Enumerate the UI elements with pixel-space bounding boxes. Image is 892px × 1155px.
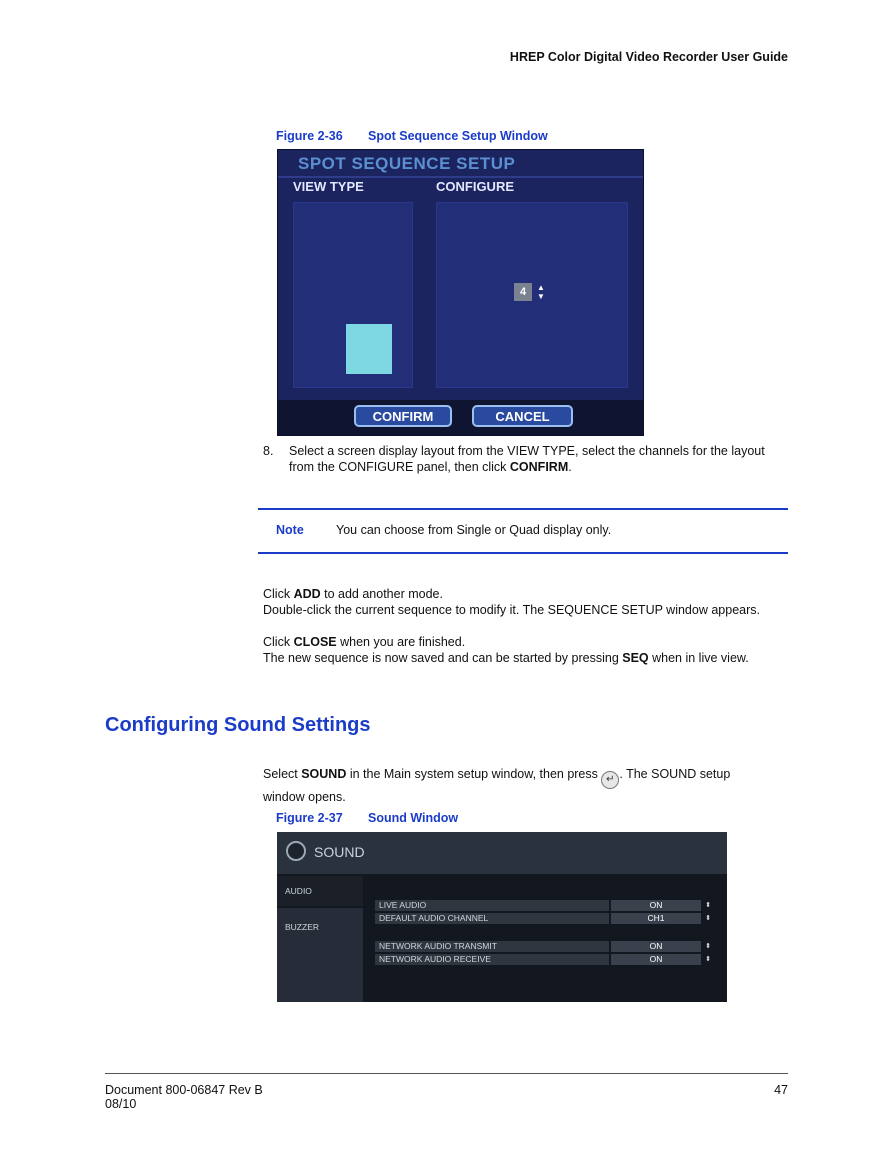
up-down-arrows-icon[interactable]: ▲ ▼ <box>537 283 545 301</box>
para-line: window opens. <box>263 790 346 804</box>
note-bottom-rule <box>258 552 788 554</box>
document-date: 08/10 <box>105 1097 137 1111</box>
bold-run: ADD <box>293 587 321 601</box>
figure-number: Figure 2-36 <box>276 129 343 143</box>
text-run: from the CONFIGURE panel, then click <box>289 460 510 474</box>
figure-title: Sound Window <box>368 811 459 825</box>
setting-row[interactable] <box>375 900 609 911</box>
paragraph-add <box>263 586 803 618</box>
bold-run: CLOSE <box>293 635 337 649</box>
channel-stepper[interactable] <box>514 283 550 301</box>
setting-label: DEFAULT AUDIO CHANNEL <box>379 913 489 923</box>
paragraph-close <box>263 634 803 666</box>
window-title: SOUND <box>314 844 365 860</box>
setting-value[interactable]: ON <box>611 900 701 911</box>
single-layout-icon[interactable] <box>346 324 392 374</box>
configure-label: CONFIGURE <box>436 179 514 194</box>
text-run: Select <box>263 767 302 781</box>
para-line <box>263 586 803 602</box>
figure-number: Figure 2-37 <box>276 811 343 825</box>
text-run: Click <box>263 635 294 649</box>
speaker-icon <box>286 841 306 861</box>
setting-label: NETWORK AUDIO RECEIVE <box>379 954 491 964</box>
up-down-arrows-icon[interactable]: ⬍ <box>705 915 711 922</box>
running-header: HREP Color Digital Video Recorder User Guide <box>509 50 788 64</box>
setting-row[interactable] <box>375 913 609 924</box>
text-run: when you are finished. <box>336 635 466 649</box>
confirm-button[interactable]: CONFIRM <box>354 405 452 427</box>
bold-run: SOUND <box>301 767 347 781</box>
tab-audio[interactable] <box>277 876 363 906</box>
tab-label: AUDIO <box>285 886 312 896</box>
footer-document-info <box>105 1083 263 1111</box>
para-line: Double-click the current sequence to modify it. The SEQUENCE SETUP window appears. <box>263 603 760 617</box>
document-number: Document 800-06847 Rev B <box>105 1083 263 1097</box>
stepper-value: 4 <box>514 283 532 301</box>
note-label: Note <box>276 523 304 537</box>
footer-rule <box>105 1073 788 1074</box>
text-run: The new sequence is now saved and can be started by pressing <box>263 651 623 665</box>
up-down-arrows-icon[interactable]: ⬍ <box>705 956 711 963</box>
setting-value[interactable]: CH1 <box>611 913 701 924</box>
paragraph-sound <box>263 766 803 805</box>
step-number: 8. <box>263 444 274 458</box>
text-run: when in live view. <box>648 651 749 665</box>
view-type-panel <box>293 202 413 388</box>
bold-run: CONFIRM <box>509 460 569 474</box>
page-number: 47 <box>774 1083 788 1097</box>
text-run: Click <box>263 587 294 601</box>
step-line-2 <box>289 459 799 475</box>
para-line <box>263 650 803 666</box>
enter-key-icon: ↵ <box>601 771 619 789</box>
section-heading: Configuring Sound Settings <box>105 714 371 736</box>
view-type-label: VIEW TYPE <box>293 179 364 194</box>
para-line <box>263 766 803 789</box>
text-run: in the Main system setup window, then press <box>346 767 602 781</box>
step-8-text <box>289 443 799 475</box>
tab-buzzer[interactable] <box>277 908 363 1002</box>
title-divider <box>278 176 644 178</box>
tab-label: BUZZER <box>285 922 319 932</box>
spot-sequence-setup-window <box>277 149 644 436</box>
sound-window <box>277 832 727 1002</box>
para-line <box>263 634 803 650</box>
text-run: . <box>568 460 572 474</box>
setting-value[interactable]: ON <box>611 941 701 952</box>
setting-row[interactable] <box>375 954 609 965</box>
setting-label: NETWORK AUDIO TRANSMIT <box>379 941 497 951</box>
text-run: to add another mode. <box>320 587 443 601</box>
setting-label: LIVE AUDIO <box>379 900 427 910</box>
bold-run: SEQ <box>622 651 649 665</box>
up-down-arrows-icon[interactable]: ⬍ <box>705 943 711 950</box>
window-title: SPOT SEQUENCE SETUP <box>298 154 516 173</box>
setting-value[interactable]: ON <box>611 954 701 965</box>
button-bar <box>278 400 644 436</box>
setting-row[interactable] <box>375 941 609 952</box>
figure-2-36-caption <box>276 129 548 143</box>
figure-title: Spot Sequence Setup Window <box>368 129 548 143</box>
note-text: You can choose from Single or Quad display only. <box>336 523 612 537</box>
step-line-1: Select a screen display layout from the VIEW TYPE, select the channels for the layout <box>289 444 765 458</box>
cancel-button[interactable]: CANCEL <box>472 405 573 427</box>
up-down-arrows-icon[interactable]: ⬍ <box>705 902 711 909</box>
note-top-rule <box>258 508 788 510</box>
figure-2-37-caption <box>276 811 458 825</box>
text-run: . The SOUND setup <box>619 767 731 781</box>
